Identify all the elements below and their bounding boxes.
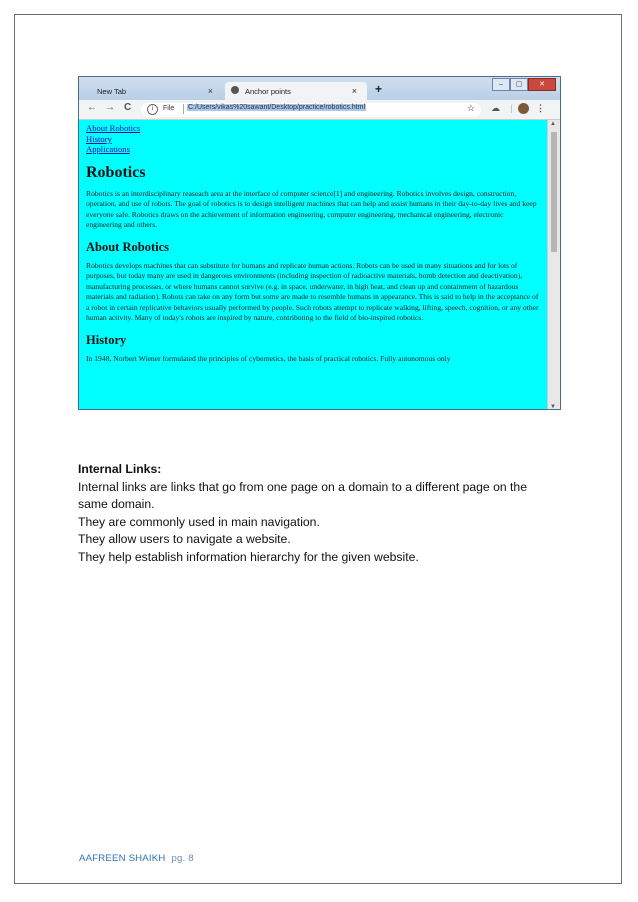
maximize-button[interactable]: ▢ [510, 78, 528, 91]
link-history[interactable]: History [86, 133, 112, 144]
browser-toolbar [79, 100, 560, 120]
window-controls [492, 78, 556, 91]
browser-titlebar [79, 77, 560, 100]
cloud-icon[interactable]: ☁ [491, 103, 500, 113]
tab-anchor-points[interactable] [225, 82, 367, 100]
link-applications[interactable]: Applications [86, 144, 130, 154]
page-heading: Robotics [86, 163, 146, 181]
close-icon[interactable]: × [351, 86, 357, 96]
avatar[interactable] [518, 103, 529, 114]
footer-author: AAFREEN SHAIKH [79, 853, 166, 864]
body-line: They are commonly used in main navigation. [78, 514, 320, 529]
about-paragraph: Robotics develops machines that can substitute for humans and replicate human actions. Robots can be used in many situations and for lots of purposes, but today many are used in dangerous environments (including inspection of radioactive materials, bomb detection and deactivation), manufacturing processes, or where humans cannot survive (e.g. in space, underwater, in high heat, and clean up and containment of hazardous materials and radiation). Robots can take on any form but some are made to resemble humans in appearance. This is said to help in the acceptance of a robot in certain replicative behaviors usually performed by people. Such robots attempt to replicate walking, lifting, speech, cognition, or any other human activity. Many of today's robots are inspired by nature, contributing to the field of bio-inspired robotics. [86, 260, 539, 322]
star-icon[interactable]: ☆ [466, 103, 475, 113]
intro-paragraph: Robotics is an interdisciplinary reaseach area at the interface of computer science[1] and engineering. Robotics involves design, construction, operation, and use of robots. The goal of robotics is to design intelligent machines that can help and assist humans in their day-to-day lives and keep everyone safe. Robotics draws on the achievement of information engineering, computer engineering, mechanical engineering, electronic engineering and others. [86, 188, 537, 229]
forward-arrow-icon[interactable]: → [105, 102, 115, 113]
back-arrow-icon[interactable]: ← [87, 102, 97, 113]
body-line: They help establish information hierarchy for the given website. [78, 549, 419, 564]
info-icon[interactable]: i [147, 104, 158, 115]
close-window-button[interactable]: ✕ [528, 78, 556, 91]
body-line: They allow users to navigate a website. [78, 532, 291, 547]
section-heading: Internal Links: [78, 462, 162, 476]
body-line: same domain. [78, 497, 155, 512]
document-body [78, 461, 568, 567]
page-viewport [79, 120, 549, 410]
about-heading: About Robotics [86, 239, 169, 254]
page-footer [79, 853, 194, 864]
separator-icon: | [510, 103, 513, 113]
scroll-down-icon[interactable]: ▼ [550, 404, 556, 410]
reload-icon[interactable]: C [124, 102, 132, 113]
history-paragraph: In 1948, Norbert Wiener formulated the principles of cybernetics, the basis of practical robotics. Fully autonomous only [86, 353, 451, 363]
body-line: Internal links are links that go from one page on a domain to a different page on the [78, 479, 527, 494]
divider [183, 104, 184, 114]
tab-label: New Tab [97, 87, 127, 96]
scheme-label: File [163, 105, 175, 112]
globe-icon [231, 86, 239, 94]
address-bar[interactable] [141, 103, 481, 117]
history-heading: History [86, 332, 127, 347]
close-icon[interactable]: × [207, 86, 213, 96]
menu-icon[interactable]: ⋮ [536, 103, 545, 113]
scrollbar[interactable] [547, 120, 560, 410]
url-text[interactable]: C:/Users/vikas%20sawant/Desktop/practice/robotics.html [188, 104, 366, 111]
browser-screenshot [78, 76, 561, 410]
new-tab-plus-icon[interactable]: + [375, 82, 383, 96]
tab-new-tab[interactable] [83, 82, 223, 100]
footer-page-number: pg. 8 [171, 853, 194, 864]
scroll-up-icon[interactable]: ▲ [550, 121, 556, 127]
minimize-button[interactable]: – [492, 78, 510, 91]
tab-label: Anchor points [245, 87, 291, 96]
link-about-robotics[interactable]: About Robotics [86, 123, 141, 133]
scroll-thumb[interactable] [551, 132, 557, 252]
